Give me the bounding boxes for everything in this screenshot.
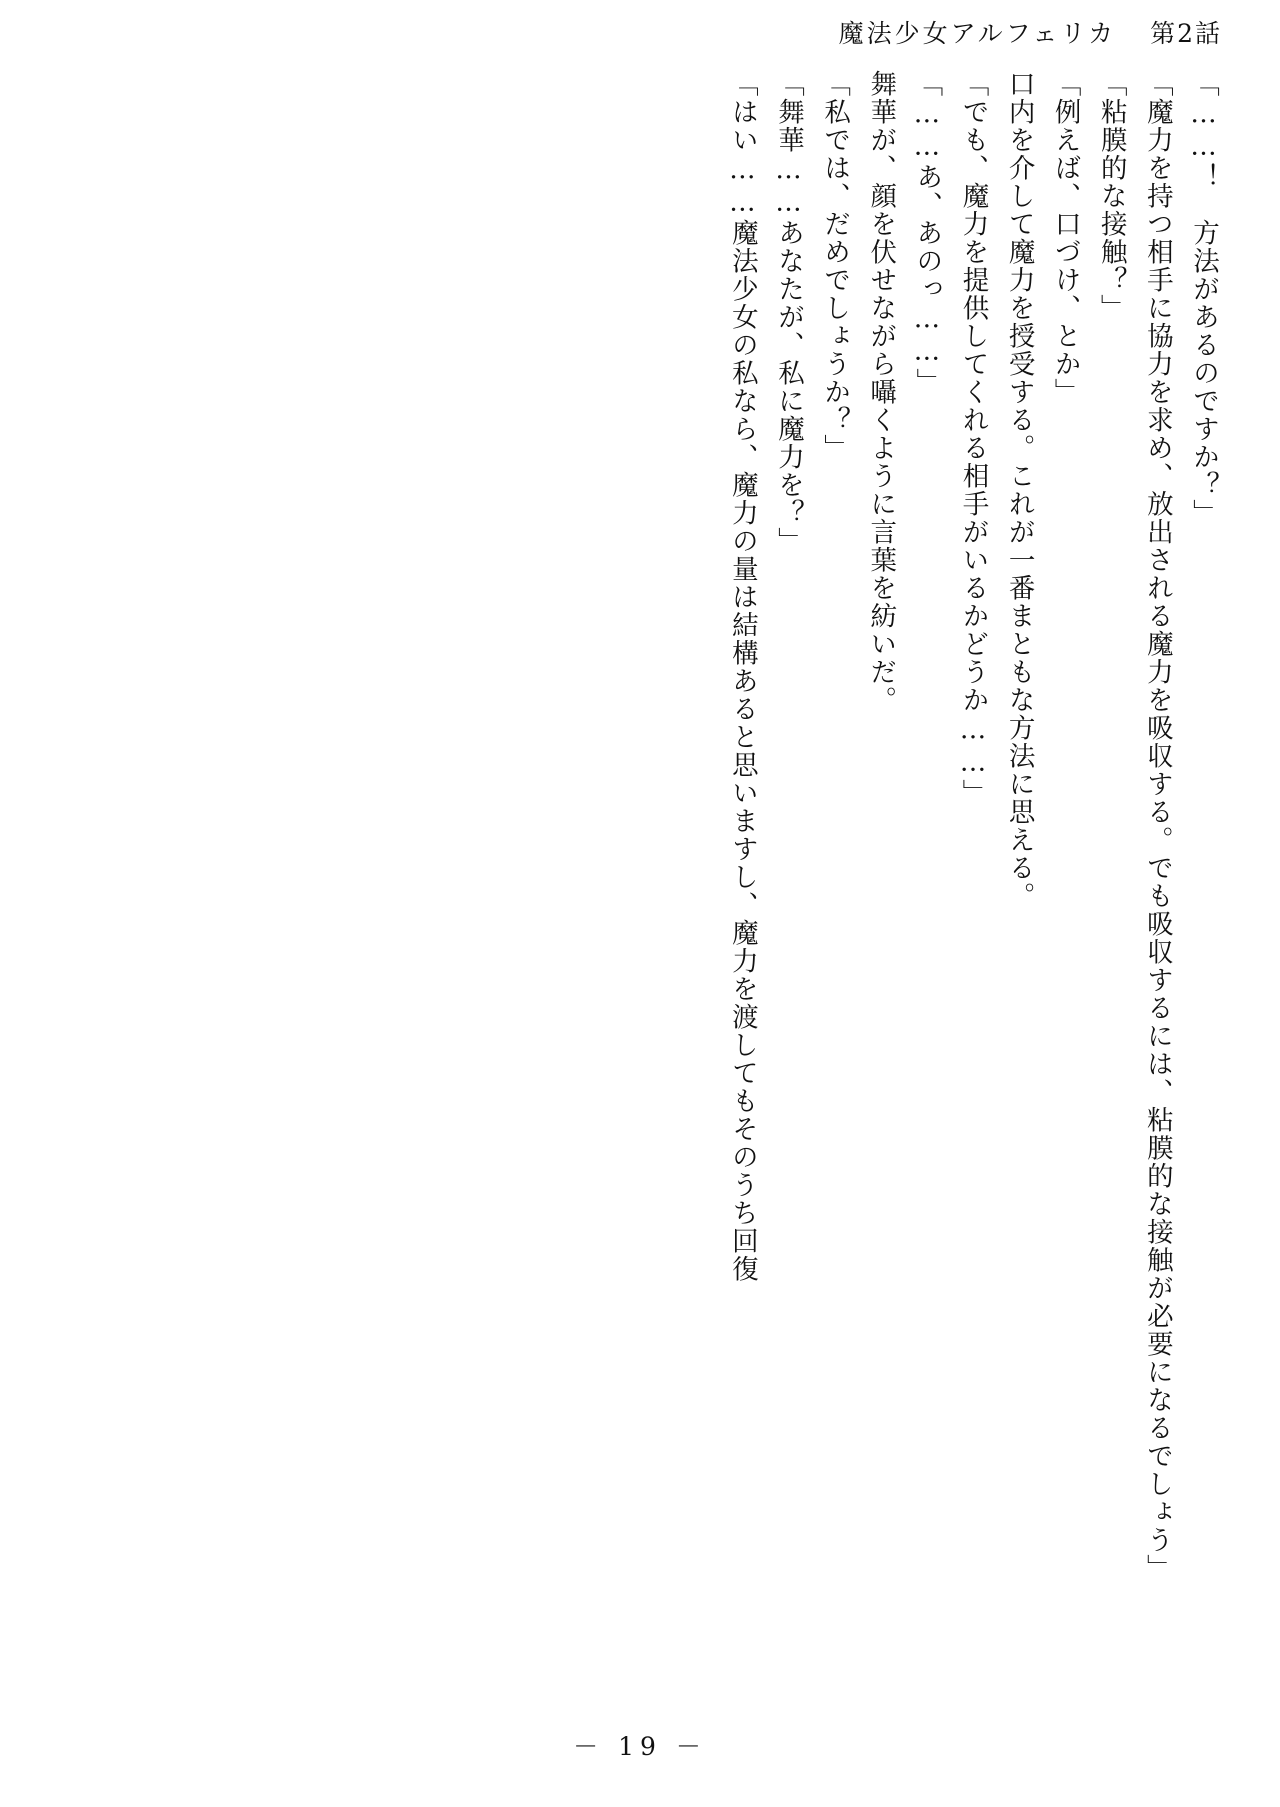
paragraph: 「粘膜的な接触？」 bbox=[1095, 70, 1127, 322]
paragraph: 「……！ 方法があるのですか？」 bbox=[1188, 70, 1219, 527]
paragraph: 「舞華……あなたが、私に魔力を？」 bbox=[773, 70, 805, 555]
paragraph: 「はい……魔法少女の私なら、魔力の量は結構あると思いますし、魔力を渡してもそのうち回復 bbox=[726, 70, 758, 1283]
paragraph: 「魔力を持つ相手に協力を求め、放出される魔力を吸収する。でも吸収するには、粘膜的な接触が必要になるでしょう」 bbox=[1141, 70, 1173, 1582]
book-title: 魔法少女アルフェリカ bbox=[838, 19, 1117, 48]
paragraph: 口内を介して魔力を授受する。これが一番まともな方法に思える。 bbox=[1003, 70, 1035, 910]
vertical-text-block bbox=[70, 70, 1226, 1582]
chapter-label: 第2話 bbox=[1150, 19, 1222, 48]
paragraph: 舞華が、顔を伏せながら囁くように言葉を紡いだ。 bbox=[865, 70, 897, 714]
body-area bbox=[70, 70, 1226, 1687]
paragraph: 「でも、魔力を提供してくれる相手がいるかどうか……」 bbox=[957, 70, 989, 807]
paragraph: 「例えば、口づけ、とか」 bbox=[1049, 70, 1081, 406]
page-number: － 19 － bbox=[573, 1732, 707, 1761]
running-header bbox=[839, 14, 1222, 50]
paragraph: 「私では、だめでしょうか？」 bbox=[819, 70, 851, 462]
paragraph: 「……あ、あのっ……」 bbox=[911, 70, 943, 396]
